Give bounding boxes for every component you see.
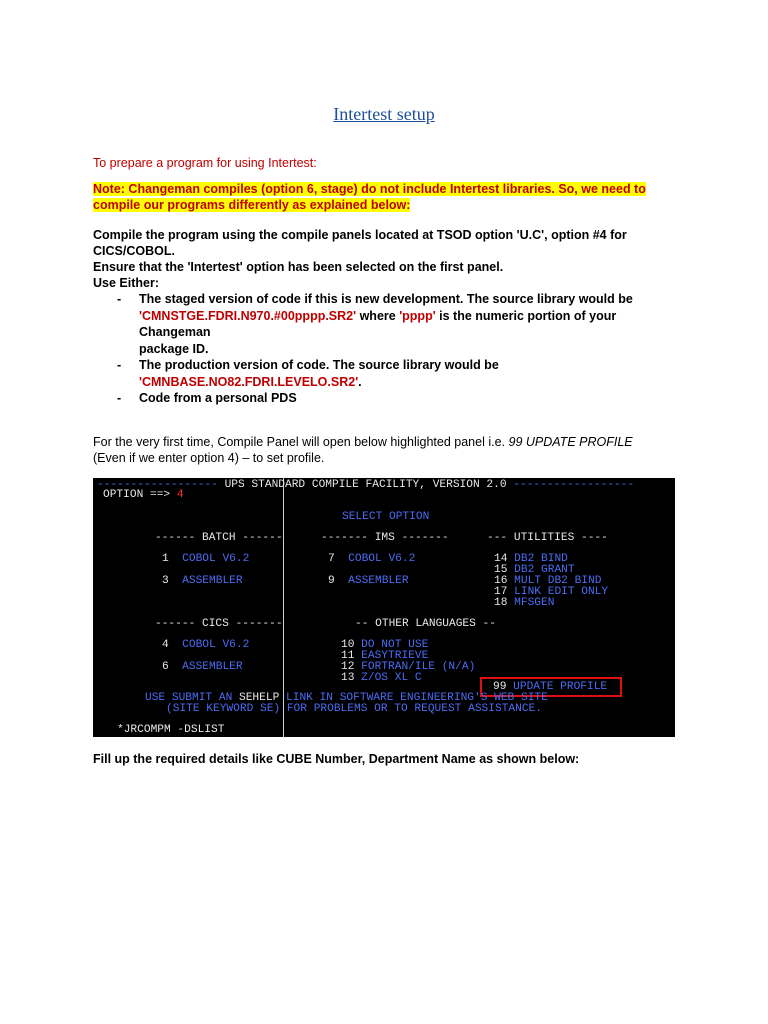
bullet-2-text: The production version of code. The source library would be — [139, 358, 499, 372]
menu-option-6[interactable] — [162, 662, 243, 673]
menu-option-3[interactable] — [162, 576, 243, 587]
option-label: MFSGEN — [514, 597, 555, 609]
other-languages-header: -- OTHER LANGUAGES -- — [355, 618, 496, 630]
bullet-item-production — [117, 357, 687, 390]
bullet-item-personal — [117, 390, 687, 407]
para1-line1: Compile the program using the compile panels located at TSOD option 'U.C', option #4 for — [93, 228, 627, 242]
option-label: COBOL V6.2 — [182, 639, 250, 651]
option-number: 15 — [494, 564, 508, 576]
option-prompt: OPTION ==> — [103, 489, 177, 501]
option-number: 4 — [162, 639, 169, 651]
select-option-label: SELECT OPTION — [342, 511, 430, 523]
instructions — [93, 227, 627, 291]
terminal-title: UPS STANDARD COMPILE FACILITY, VERSION 2.0 — [217, 479, 514, 491]
option-label: EASYTRIEVE — [361, 650, 429, 662]
option-number: 6 — [162, 661, 169, 673]
bullet-3-text: Code from a personal PDS — [139, 391, 297, 405]
ims-header: ------- IMS ------- — [321, 532, 449, 544]
help-text: LINK IN SOFTWARE ENGINEERING'S WEB SITE — [279, 692, 548, 704]
menu-option-13[interactable] — [341, 673, 422, 684]
para2: Ensure that the 'Intertest' option has been selected on the first panel. — [93, 260, 504, 274]
option-label: ASSEMBLER — [182, 661, 243, 673]
option-label: DB2 BIND — [514, 553, 568, 565]
command-line[interactable]: *JRCOMPM -DSLIST — [117, 724, 225, 736]
para1-line2: CICS/COBOL. — [93, 244, 175, 258]
terminal-screenshot — [93, 478, 675, 737]
option-number: 17 — [494, 586, 508, 598]
para5: Fill up the required details like CUBE Number, Department Name as shown below: — [93, 752, 580, 766]
option-number: 99 — [493, 681, 507, 693]
help-line-2: (SITE KEYWORD SE) FOR PROBLEMS OR TO REQUEST ASSISTANCE. — [166, 703, 542, 715]
option-number: 12 — [341, 661, 355, 673]
page-title: Intertest setup — [333, 104, 435, 124]
option-label: MULT DB2 BIND — [514, 575, 602, 587]
option-line — [103, 490, 184, 501]
bullet-list — [117, 291, 687, 407]
menu-option-4[interactable] — [162, 640, 249, 651]
option-label: DB2 GRANT — [514, 564, 575, 576]
bullet-1-text: The staged version of code if this is new development. The source library would be — [139, 292, 633, 306]
menu-option-18[interactable] — [494, 598, 554, 609]
header-dashes: ------------------ — [97, 479, 218, 491]
sehelp-link[interactable]: SEHELP — [239, 692, 280, 704]
menu-option-1[interactable] — [162, 554, 249, 565]
menu-option-9[interactable] — [328, 576, 409, 587]
option-label: UPDATE PROFILE — [513, 681, 608, 693]
option-label: DO NOT USE — [361, 639, 429, 651]
bullet-item-staged — [117, 291, 687, 357]
cics-header: ------ CICS ------- — [155, 618, 283, 630]
pppp-code: 'pppp' — [399, 308, 436, 323]
para4-profile-ref: 99 UPDATE PROFILE — [508, 435, 633, 449]
option-number: 1 — [162, 553, 169, 565]
bullet-2-tail: . — [358, 374, 362, 389]
option-label: COBOL V6.2 — [182, 553, 250, 565]
production-library-name: 'CMNBASE.NO82.FDRI.LEVELO.SR2' — [139, 374, 359, 389]
option-number: 14 — [494, 553, 508, 565]
option-number: 11 — [341, 650, 355, 662]
option-label: ASSEMBLER — [348, 575, 409, 587]
option-number: 16 — [494, 575, 508, 587]
help-text: USE SUBMIT AN — [145, 692, 239, 704]
bullet-dash: - — [117, 292, 122, 306]
utilities-header: --- UTILITIES ---- — [487, 532, 608, 544]
bullet-text — [139, 291, 687, 357]
batch-header: ------ BATCH ------ — [155, 532, 283, 544]
bullet-text — [139, 357, 499, 390]
para4-line2: (Even if we enter option 4) – to set profile. — [93, 451, 325, 465]
para4-line1: For the very first time, Compile Panel will open below highlighted panel i.e. — [93, 435, 509, 449]
option-number: 10 — [341, 639, 355, 651]
option-number: 9 — [328, 575, 335, 587]
bullet-1-mid: where — [356, 308, 400, 323]
note — [93, 181, 646, 213]
menu-option-7[interactable] — [328, 554, 415, 565]
para4 — [93, 434, 633, 466]
bullet-1-text-3: package ID. — [139, 341, 209, 356]
subtitle: To prepare a program for using Intertest: — [93, 156, 317, 170]
note-line-1: Note: Changeman compiles (option 6, stage) do not include Intertest libraries. So, we need to — [93, 182, 646, 196]
option-label: FORTRAN/ILE (N/A) — [361, 661, 476, 673]
option-label: ASSEMBLER — [182, 575, 243, 587]
option-label: COBOL V6.2 — [348, 553, 416, 565]
bullet-dash: - — [117, 358, 122, 372]
option-number: 18 — [494, 597, 508, 609]
bullet-dash: - — [117, 391, 122, 405]
option-input[interactable]: 4 — [176, 489, 184, 501]
option-number: 7 — [328, 553, 335, 565]
header-dashes: ------------------ — [513, 479, 635, 491]
note-line-2: compile our programs differently as explained below: — [93, 198, 411, 212]
option-label: Z/OS XL C — [361, 672, 422, 684]
option-number: 13 — [341, 672, 355, 684]
para3: Use Either: — [93, 276, 159, 290]
option-number: 3 — [162, 575, 169, 587]
staged-library-name: 'CMNSTGE.FDRI.N970.#00pppp.SR2' — [139, 308, 357, 323]
option-label: LINK EDIT ONLY — [514, 586, 609, 598]
bullet-1-tail: is the numeric portion of your Changeman — [139, 308, 617, 339]
